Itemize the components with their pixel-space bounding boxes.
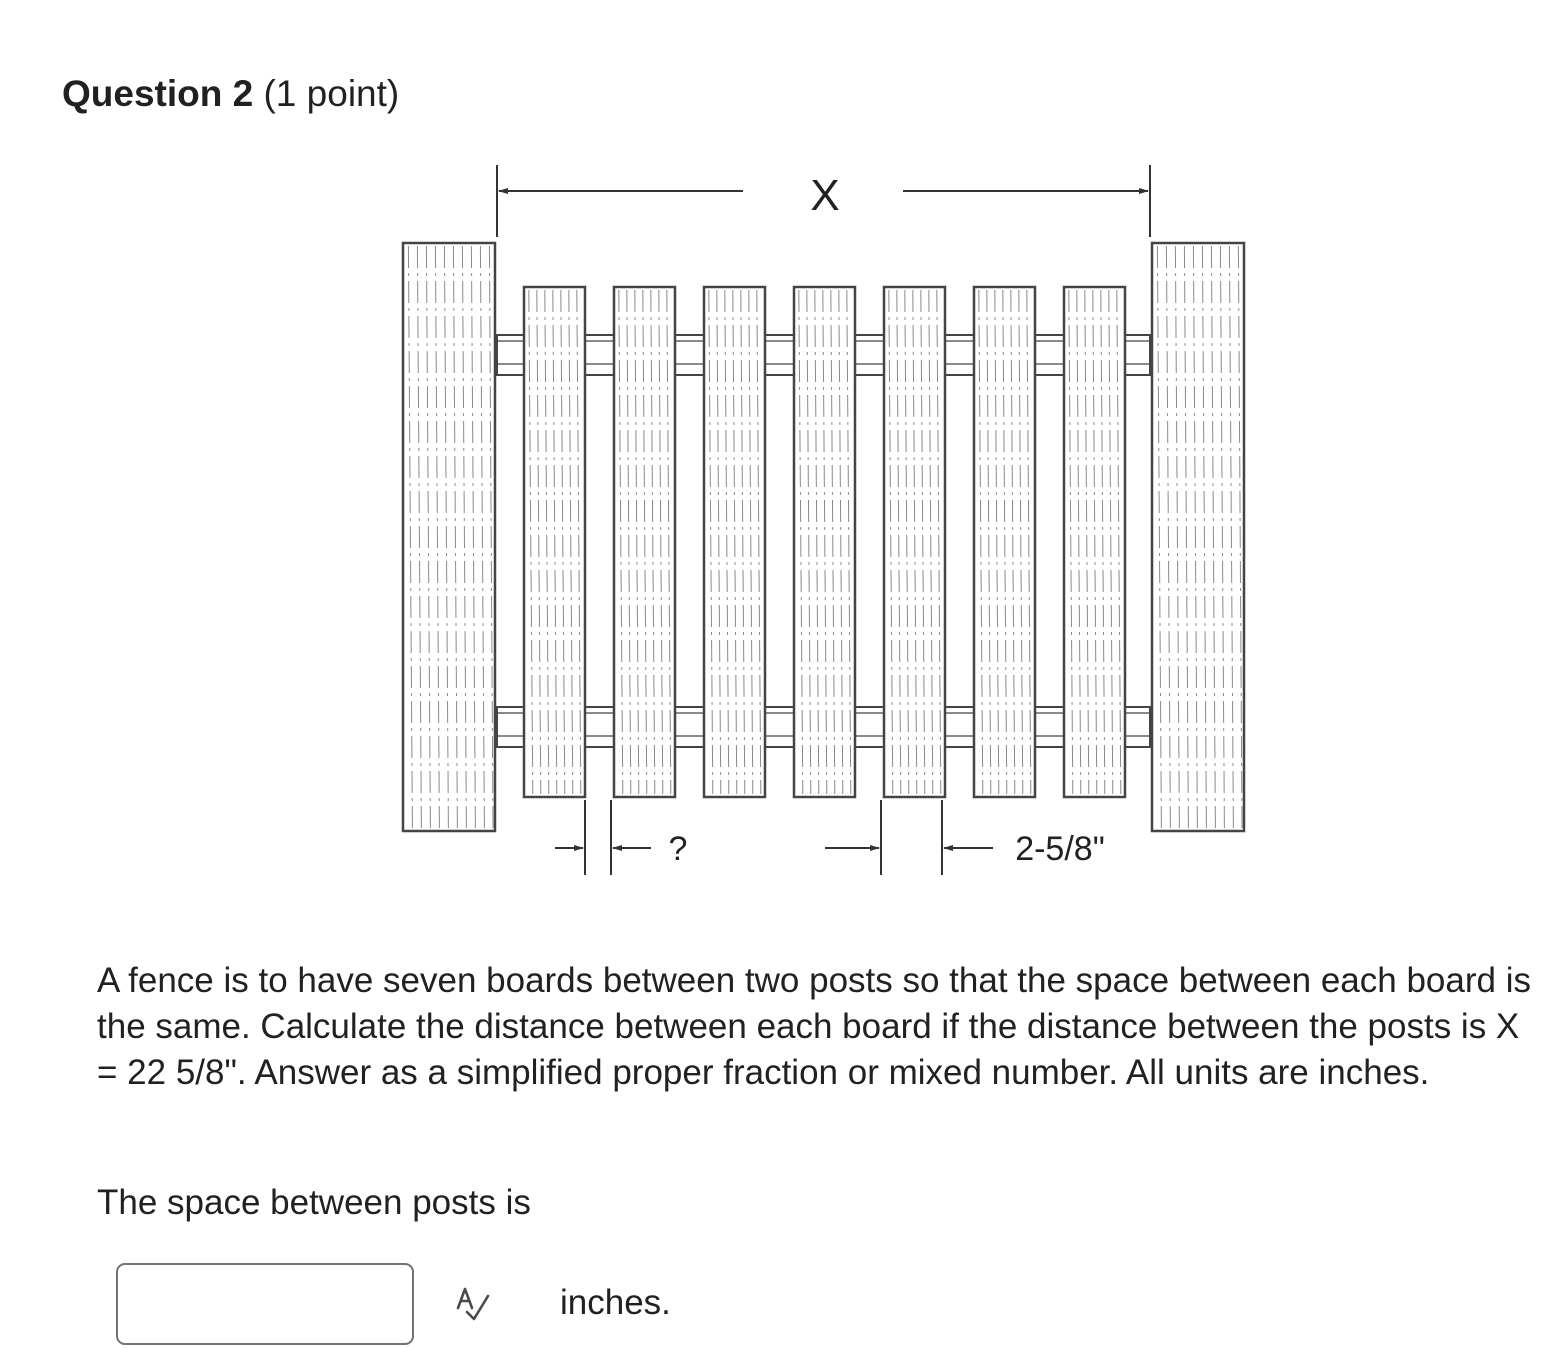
fence-board bbox=[974, 287, 1035, 797]
fence-diagram-svg bbox=[395, 155, 1255, 885]
gap-dimension bbox=[555, 800, 687, 875]
fence-board bbox=[524, 287, 585, 797]
fence-board bbox=[704, 287, 765, 797]
board-width-dimension bbox=[825, 800, 1105, 875]
fence-board bbox=[1064, 287, 1125, 797]
answer-prompt: The space between posts is bbox=[97, 1183, 531, 1222]
x-label: X bbox=[810, 171, 840, 220]
units-label: inches. bbox=[560, 1283, 671, 1322]
fence-board bbox=[614, 287, 675, 797]
board-width-label: 2-5/8" bbox=[1015, 830, 1105, 868]
spellcheck-icon[interactable] bbox=[452, 1284, 492, 1324]
question-header bbox=[62, 70, 399, 118]
fence-diagram bbox=[395, 155, 1255, 885]
fence-board bbox=[884, 287, 945, 797]
boards bbox=[524, 287, 1125, 797]
answer-input[interactable] bbox=[116, 1263, 414, 1345]
question-points: (1 point) bbox=[263, 73, 400, 114]
question-title: Question 2 bbox=[62, 73, 254, 114]
fence-board bbox=[794, 287, 855, 797]
x-dimension bbox=[497, 165, 1150, 237]
question-text: A fence is to have seven boards between two posts so that the space between each board is the same. Calculate the distance between each board if the distance between the posts is X = 22 5/8". Answer as a simplified proper fraction or mixed number. All units are inches. bbox=[97, 961, 1531, 1092]
fence-post-left bbox=[403, 243, 495, 831]
fence-post-right bbox=[1152, 243, 1244, 831]
gap-label: ? bbox=[668, 830, 688, 868]
